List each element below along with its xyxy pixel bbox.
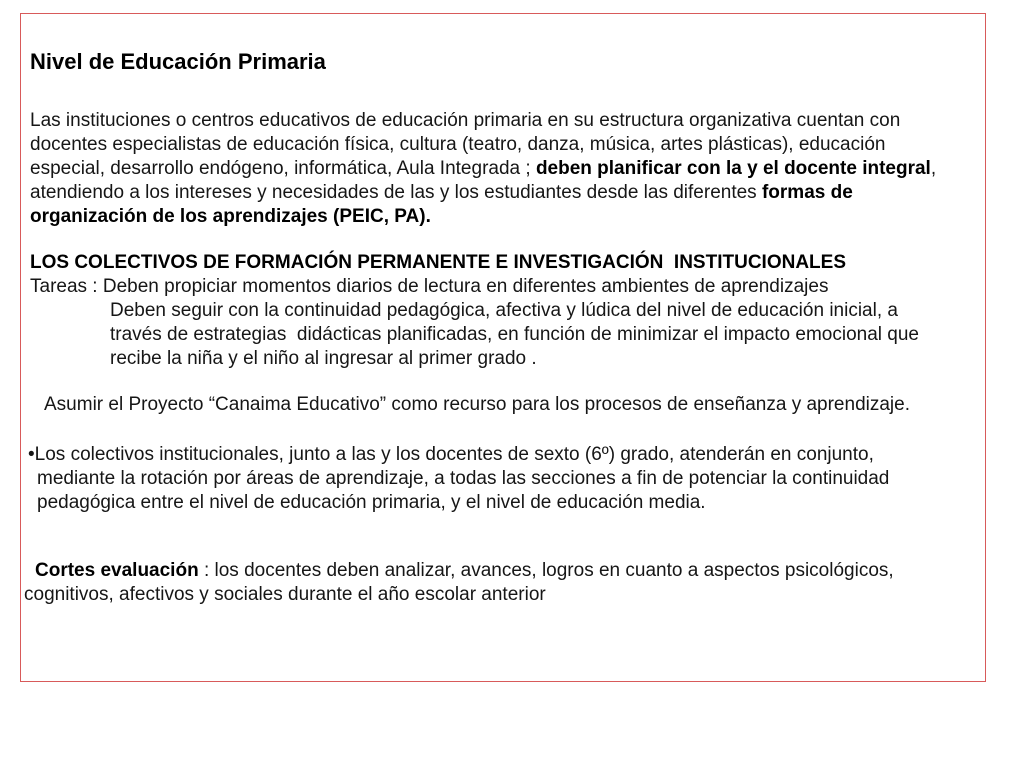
slide-border-frame [20,13,986,682]
cortes-label: Cortes evaluación [35,560,199,581]
intro-paragraph [30,109,977,229]
tareas-line-3: través de estrategias didácticas planificadas, en función de minimizar el impacto emocional que [110,324,919,345]
cortes-section [24,559,977,607]
tareas-line-2: Deben seguir con la continuidad pedagógica, afectiva y lúdica del nivel de educación inicial, a [110,300,898,321]
canaima-paragraph [44,393,977,417]
bullet-icon: • [28,444,35,465]
tareas-line-1: Tareas : Deben propiciar momentos diarios de lectura en diferentes ambientes de aprendizajes [30,276,829,297]
cortes-line-1 [24,559,977,583]
colectivos-heading: LOS COLECTIVOS DE FORMACIÓN PERMANENTE E INVESTIGACIÓN INSTITUCIONALES [30,252,846,273]
slide-title: Nivel de Educación Primaria [30,49,326,74]
tareas-line-4: recibe la niña y el niño al ingresar al primer grado . [110,348,537,369]
canaima-line: Asumir el Proyecto “Canaima Educativo” como recurso para los procesos de enseñanza y aprendizaje. [44,394,910,415]
intro-line-3-regular: especial, desarrollo endógeno, informática, Aula Integrada ; [30,158,536,179]
bullet-line-2: mediante la rotación por áreas de aprendizaje, a todas las secciones a fin de potenciar la continuidad [37,468,890,489]
intro-line-3-comma: , [930,158,937,179]
slide-content [21,14,985,607]
intro-line-5-bold: organización de los aprendizajes (PEIC, PA). [30,206,431,227]
cortes-line-1-text: : los docentes deben analizar, avances, logros en cuanto a aspectos psicológicos, [198,560,894,581]
colectivos-section [30,251,977,371]
intro-line-1: Las instituciones o centros educativos de educación primaria en su estructura organizativa cuentan con [30,110,901,131]
intro-line-4 [30,181,977,205]
intro-line-2: docentes especialistas de educación física, cultura (teatro, danza, música, artes plásticas), educación [30,134,886,155]
bullet-line-3: pedagógica entre el nivel de educación primaria, y el nivel de educación media. [37,492,706,513]
intro-line-5 [30,205,977,229]
intro-line-3-bold: deben planificar con la y el docente integral [535,158,931,179]
intro-line-4-bold: formas de [761,182,853,203]
intro-line-3 [30,157,977,181]
intro-line-4-regular: atendiendo a los intereses y necesidades de las y los estudiantes desde las diferentes [30,182,762,203]
bullet-line-1 [28,443,977,467]
bullet-line-1-text: Los colectivos institucionales, junto a las y los docentes de sexto (6º) grado, atenderán en conjunto, [34,444,874,465]
bullet-paragraph [28,443,977,515]
cortes-line-2: cognitivos, afectivos y sociales durante el año escolar anterior [24,584,546,605]
